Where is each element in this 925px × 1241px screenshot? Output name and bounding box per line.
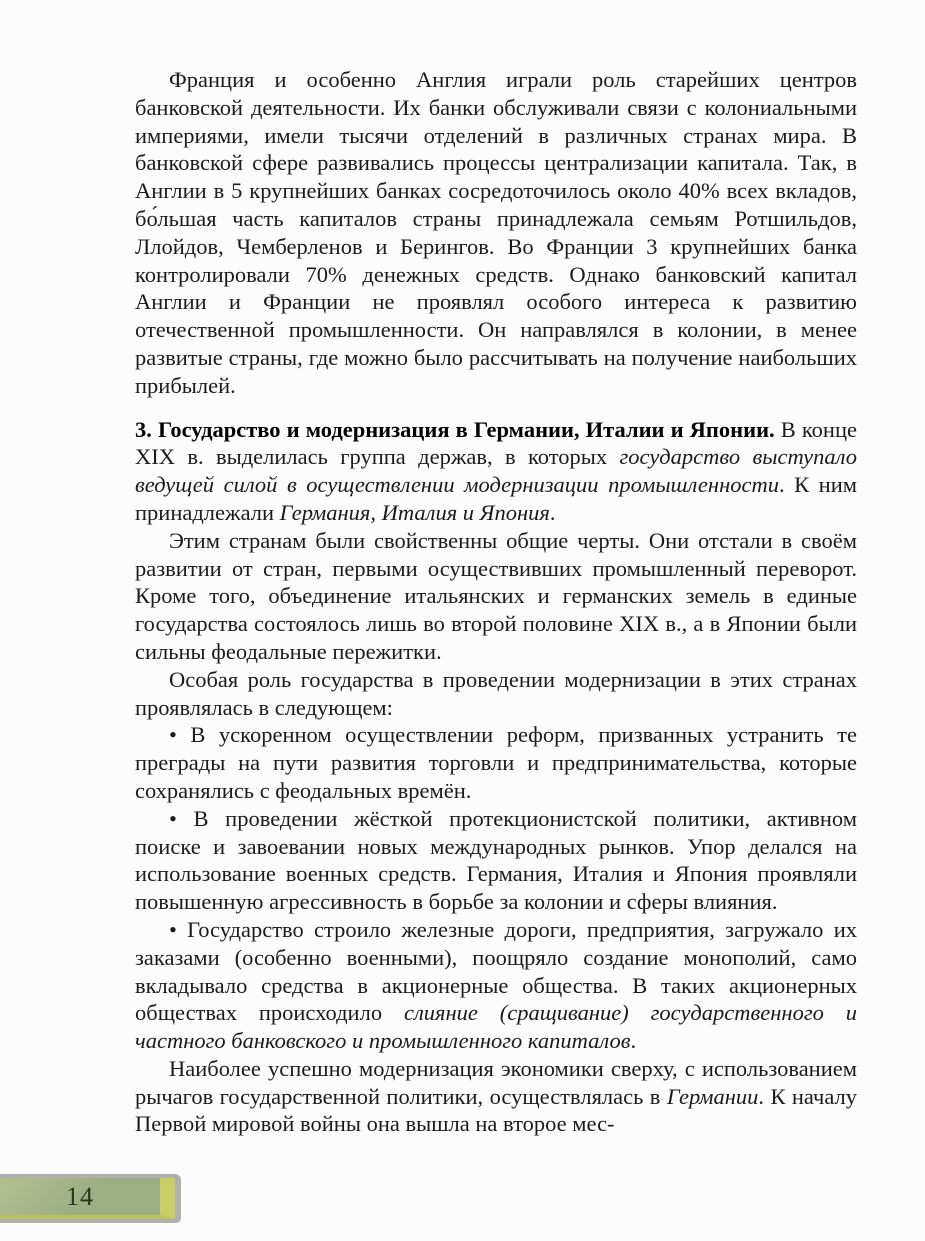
body-text: • В проведении жёсткой протекционистской политики, активном поиске и завоевании новых международных рынков. Упор делался на использование военных средств. Германия, Италия и Япония проявляли повышенную агрессивность в борьбе за колонии и сферы влияния. [135,805,857,915]
page-number-band-fill [0,1178,175,1219]
section-3-heading-paragraph [135,416,857,527]
bullet-protectionism [135,805,857,916]
bullet-reforms [135,721,857,804]
body-text: • В ускоренном осуществлении реформ, призванных устранить те преграды на пути развития торговли и предпринимательства, которые сохранялись с феодальных времён. [135,722,857,803]
paragraph-state-role-intro [135,666,857,722]
body-text: В конце XIX в. выделилась группа держав, в которых [135,416,857,470]
text-column [135,66,857,1138]
body-text: Особая роль государства в проведении модернизации в этих странах проявлялась в следующем: [135,666,857,720]
section-heading-text: 3. Государство и модернизация в Германии, Италии и Японии. [135,416,775,442]
body-text: . [630,1028,637,1054]
paragraph-common-features [135,527,857,666]
body-text: . К ним принадлежали [135,472,858,525]
page-number-band [0,1174,181,1223]
bullet-state-industry [135,916,857,1055]
body-text: Этим странам были свойственны общие черты. Они отстали в своём развитии от стран, первыми осуществивших промышленный переворот. Кроме того, объединение итальянских и германских земель в единые государства состоялось лишь во второй половине XIX в., а в Японии были сильны феодальные пережитки. [135,527,857,664]
emphasized-text: Германии [666,1083,759,1109]
body-text: • Государство строило железные дороги, предприятия, загружало их заказами (особенно военными), поощряло создание монополий, само вкладывало средства в акционерные общества. В таких акционерных обществах происходило [135,916,857,1026]
paragraph-banking-centers [135,66,857,400]
page-number: 14 [66,1181,94,1211]
body-text: Наиболее успешно модернизация экономики сверху, с использованием рычагов государственной политики, осуществлялась в [135,1055,857,1109]
paragraph-germany-success [135,1055,857,1138]
emphasized-text: государство выступало ведущей силой в осуществлении модернизации промышленности [135,444,857,498]
emphasized-text: слияние (сращивание) государственного и частного банковского и промышленного капиталов [135,1000,857,1054]
body-text: Франция и особенно Англия играли роль старейших центров банковской деятельности. Их банки обслуживали связи с колониальными империями, имели тысячи отделений в различных странах мира. В банковской сфере развивались процессы централизации капитала. Так, в Англии в 5 крупнейших банках сосредоточилось около 40% всех вкладов, бо́льшая часть капиталов страны принадлежала семьям Ротшильдов, Ллойдов, Чемберленов и Берингов. Во Франции 3 крупнейших банка контролировали 70% денежных средств. Однако банковский капитал Англии и Франции не проявлял особого интереса к развитию отечественной промышленности. Он направлялся в колонии, в менее развитые страны, где можно было рассчитывать на получение наибольших прибылей. [135,67,857,398]
body-text: . К началу Первой мировой войны она вышла на второе мес- [135,1083,857,1137]
body-text: . [549,499,556,525]
emphasized-text: Германия, Италия и Япония [279,499,550,525]
